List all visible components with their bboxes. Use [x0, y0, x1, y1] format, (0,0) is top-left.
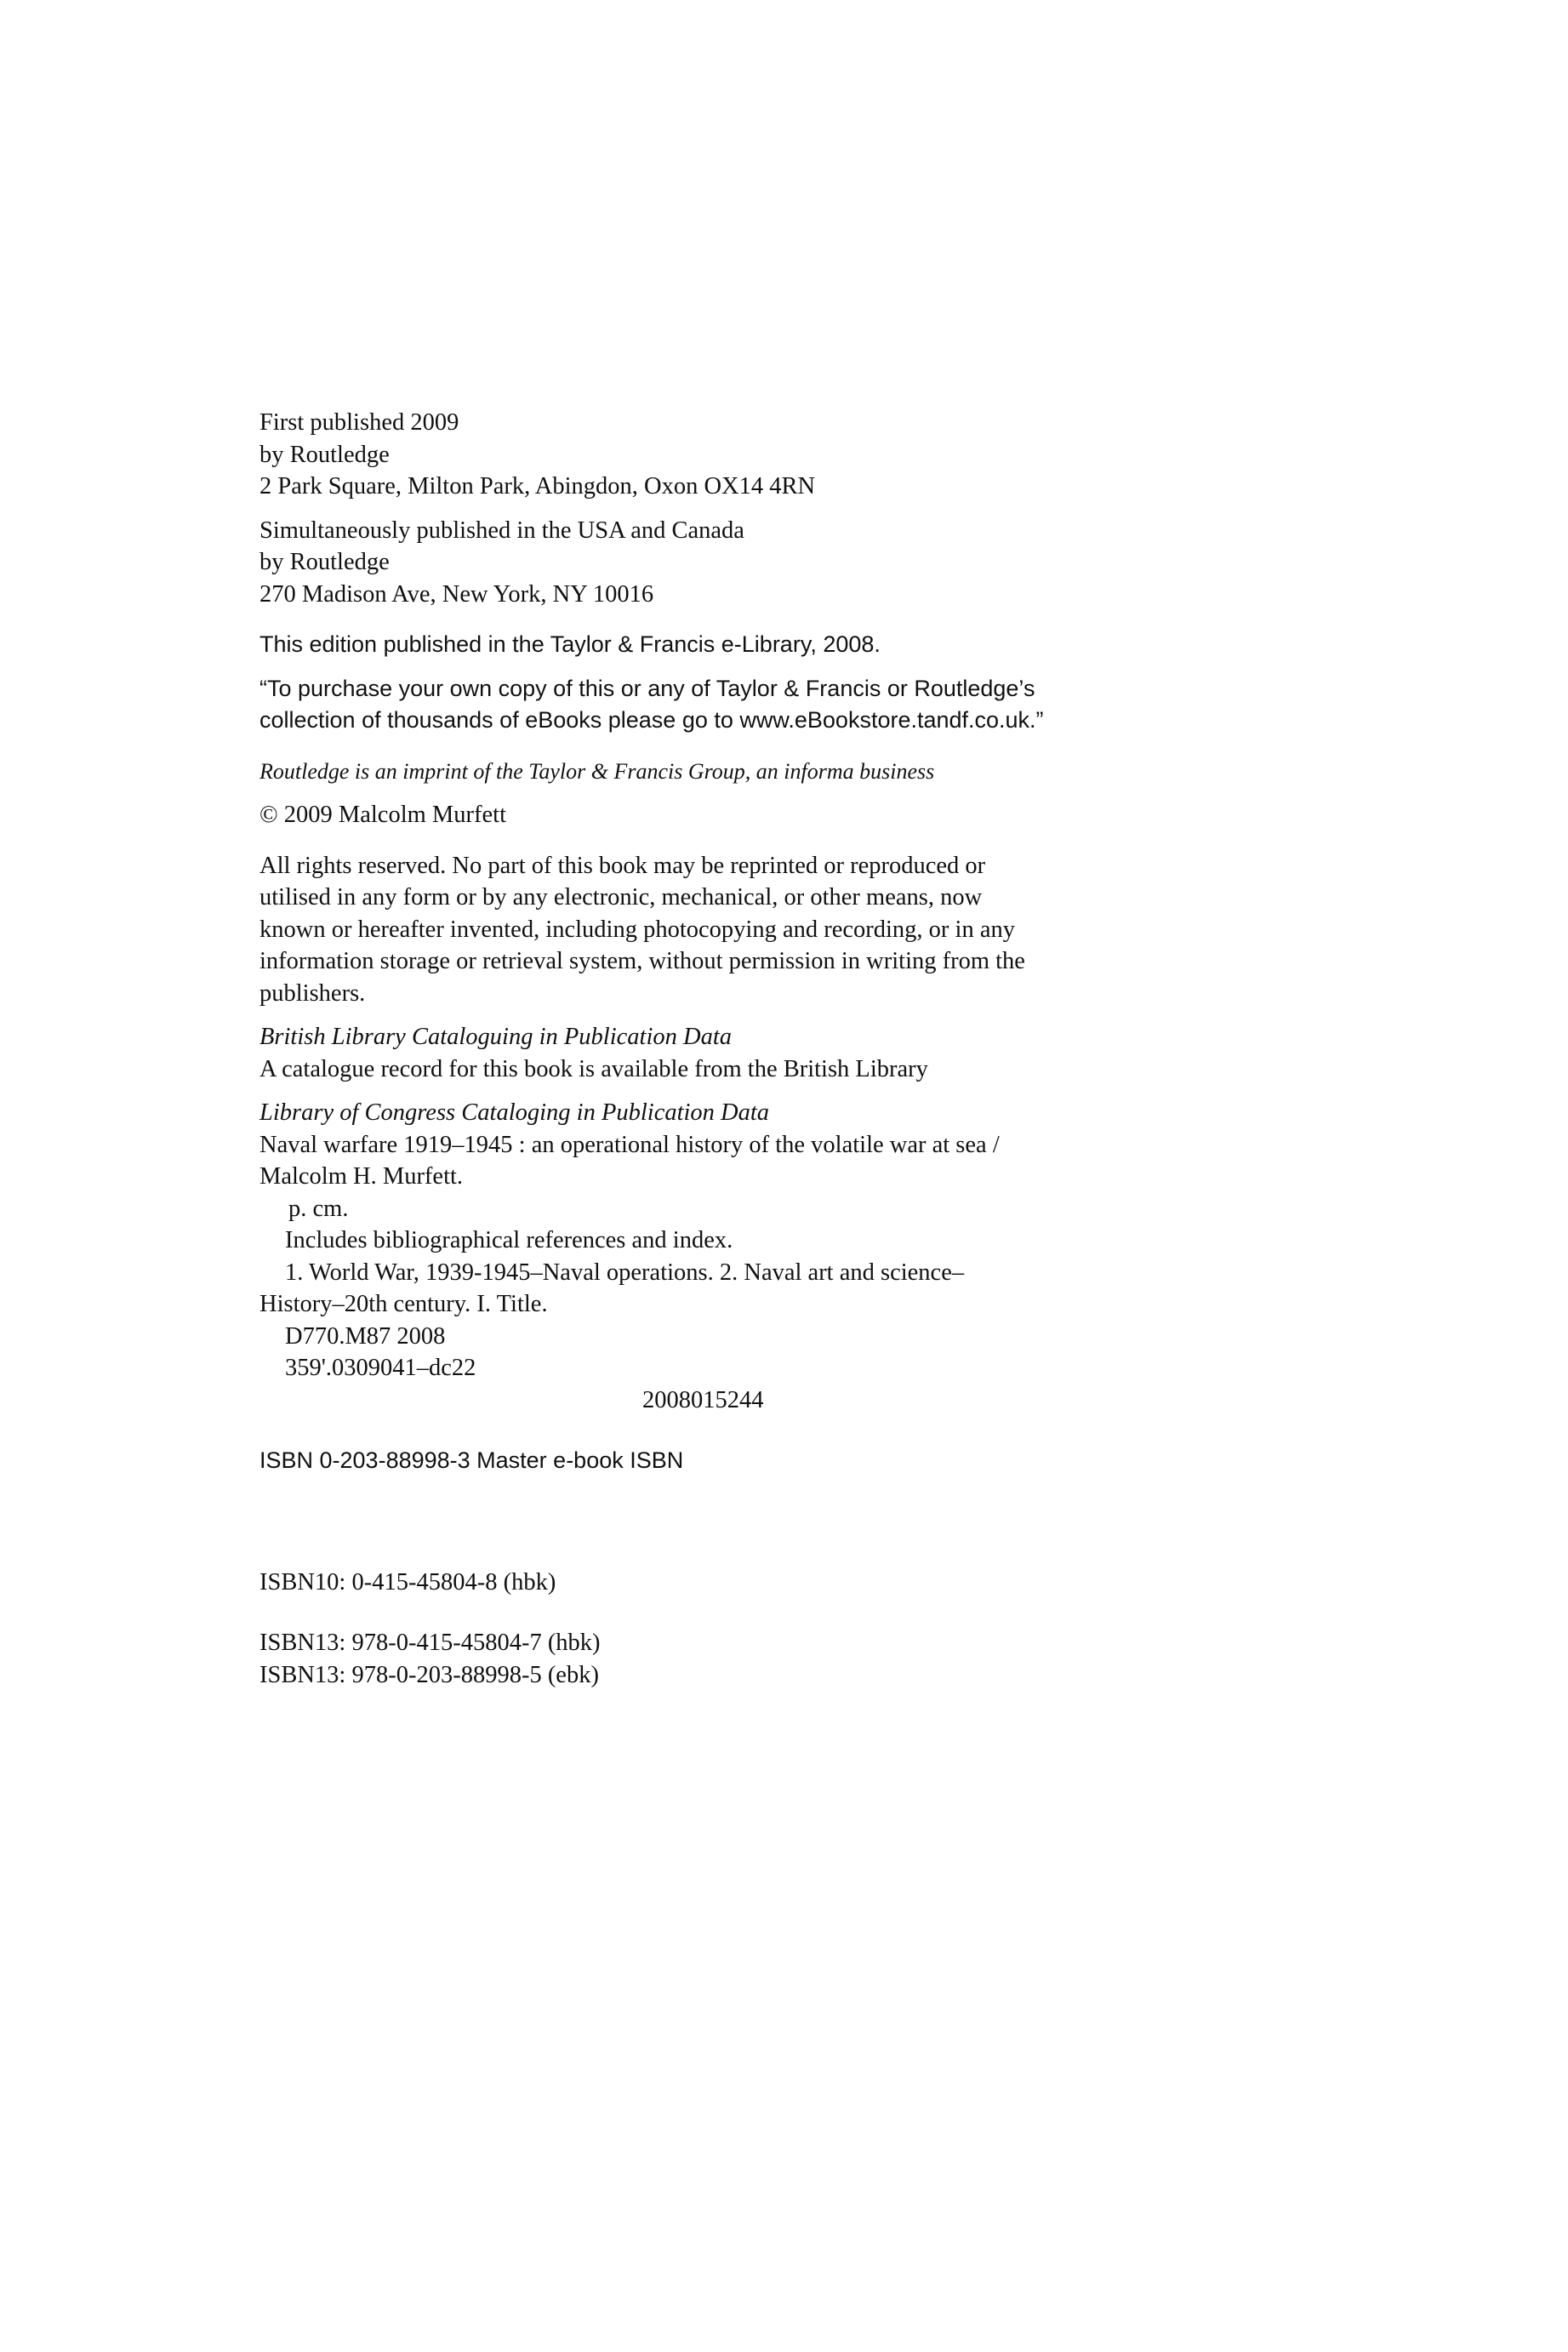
rights-line: publishers.: [259, 979, 366, 1007]
loc-pages: p. cm.: [288, 1195, 349, 1222]
rights-line: utilised in any form or by any electronic, mechanical, or other means, now: [259, 884, 983, 911]
copyright-notice: © 2009 Malcolm Murfett: [259, 802, 506, 828]
ebook-block: [259, 629, 1178, 737]
rights-line: All rights reserved. No part of this book may be reprinted or reproduced or: [259, 852, 986, 879]
library-of-congress-block: [259, 1097, 1178, 1416]
loc-class-number: D770.M87 2008: [285, 1322, 446, 1350]
isbn10-hbk: ISBN10: 0-415-45804-8 (hbk): [259, 1568, 556, 1596]
british-library-block: [259, 1021, 1178, 1085]
us-publisher-line: by Routledge: [259, 549, 390, 575]
purchase-note-line-1: “To purchase your own copy of this or any of Taylor & Francis or Routledge’s: [259, 675, 1035, 701]
loc-title-line-1: Naval warfare 1919–1945 : an operational history of the volatile war at sea /: [259, 1131, 1000, 1158]
publication-block: [259, 407, 1178, 503]
simultaneous-publication: Simultaneously published in the USA and Canada: [259, 517, 744, 544]
british-library-heading: British Library Cataloguing in Publication Data: [259, 1024, 732, 1050]
loc-dewey: 359'.0309041–dc22: [285, 1355, 476, 1381]
loc-subjects-line-1: 1. World War, 1939-1945–Naval operations. 2. Naval art and science–: [285, 1259, 965, 1286]
loc-title-line-2: Malcolm H. Murfett.: [259, 1163, 464, 1190]
first-published: First published 2009: [259, 409, 459, 436]
us-publication-block: [259, 515, 1178, 611]
loc-subjects-line-2: History–20th century. I. Title.: [259, 1291, 548, 1317]
loc-includes: Includes bibliographical references and index.: [285, 1227, 733, 1253]
british-library-text: A catalogue record for this book is available from the British Library: [259, 1055, 928, 1082]
edition-note: This edition published in the Taylor & Francis e-Library, 2008.: [259, 631, 881, 657]
us-address: 270 Madison Ave, New York, NY 10016: [259, 580, 654, 608]
publisher-line: by Routledge: [259, 441, 390, 468]
loc-lccn: 2008015244: [642, 1386, 764, 1413]
master-isbn: ISBN 0-203-88998-3 Master e-book ISBN: [259, 1447, 684, 1473]
rights-line: information storage or retrieval system, without permission in writing from the: [259, 948, 1025, 974]
purchase-note-line-2: collection of thousands of eBooks please go to www.eBookstore.tandf.co.uk.”: [259, 707, 1044, 733]
imprint-note: Routledge is an imprint of the Taylor & Francis Group, an informa business: [259, 758, 935, 784]
isbn13-ebk: ISBN13: 978-0-203-88998-5 (ebk): [259, 1661, 599, 1688]
rights-line: known or hereafter invented, including photocopying and recording, or in any: [259, 916, 1015, 943]
isbn13-hbk: ISBN13: 978-0-415-45804-7 (hbk): [259, 1630, 601, 1656]
uk-address: 2 Park Square, Milton Park, Abingdon, Oxon OX14 4RN: [259, 473, 816, 500]
rights-statement: [259, 850, 1178, 1010]
copyright-page: [259, 407, 1178, 1691]
loc-heading: Library of Congress Cataloging in Publication Data: [259, 1099, 770, 1126]
